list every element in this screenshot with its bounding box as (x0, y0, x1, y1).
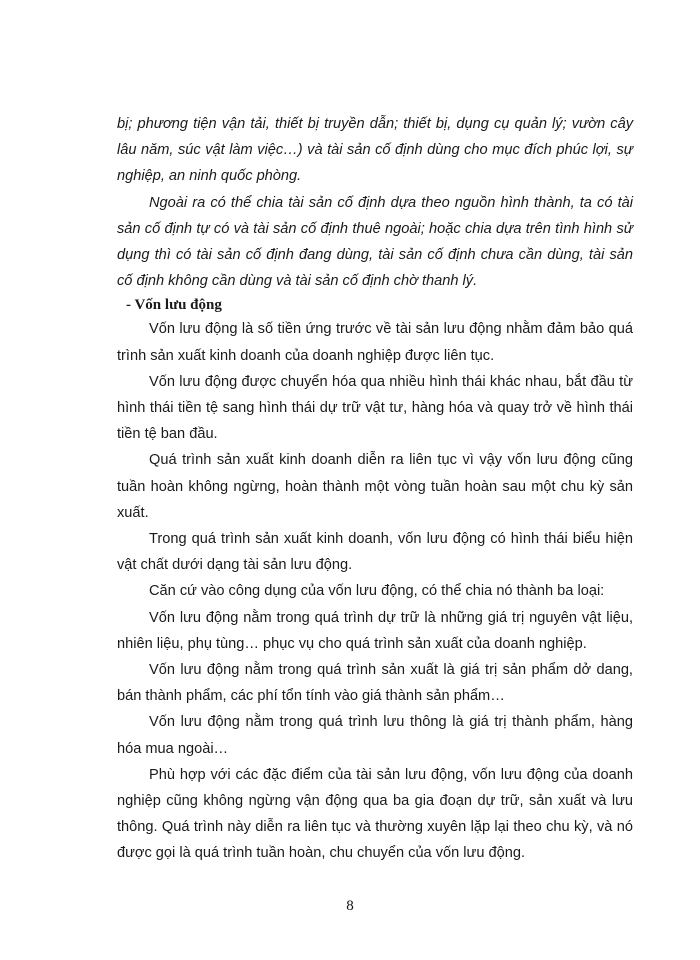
paragraph-transformation: Vốn lưu động được chuyển hóa qua nhiều hình thái khác nhau, bắt đầu từ hình thái tiền tệ sang hình thái dự trữ vật tư, hàng hóa và quay trở về hình thái tiền tệ ban đầu. (117, 373, 633, 443)
paragraph-fixed-assets-classification: Ngoài ra có thể chia tài sản cố định dựa theo nguồn hình thành, ta có tài sản cố định tự có và tài sản cố định thuê ngoài; hoặc chia dựa trên tình hình sử dụng thì có tài sản cố định đang dùng, tài sản cố định chưa cần dùng, tài sản cố định không cần dùng và tài sản cố định chờ thanh lý. (117, 194, 633, 290)
paragraph-three-types: Căn cứ vào công dụng của vốn lưu động, có thể chia nó thành ba loại: (149, 583, 605, 600)
paragraph-reserve-stage: Vốn lưu động nằm trong quá trình dự trữ là những giá trị nguyên vật liệu, nhiên liệu, phụ tùng… phục vụ cho quá trình sản xuất của doanh nghiệp. (117, 609, 633, 652)
paragraph-fixed-assets-continuation: bị; phương tiện vận tải, thiết bị truyền dẫn; thiết bị, dụng cụ quản lý; vườn cây lâu năm, súc vật làm việc…) và tài sản cố định dùng cho mục đích phúc lợi, sự nghiệp, an ninh quốc phòng. (117, 116, 633, 185)
paragraph-circulation: Quá trình sản xuất kinh doanh diễn ra liên tục vì vậy vốn lưu động cũng tuần hoàn không ngừng, hoàn thành một vòng tuần hoàn sau một chu kỳ sản xuất. (117, 452, 633, 521)
paragraph-production-stage: Vốn lưu động nằm trong quá trình sản xuất là giá trị sản phẩm dở dang, bán thành phẩm, các phí tổn tính vào giá thành sản phẩm… (117, 662, 633, 705)
page-number: 8 (346, 898, 354, 914)
paragraph-material-form: Trong quá trình sản xuất kinh doanh, vốn lưu động có hình thái biểu hiện vật chất dưới dạng tài sản lưu động. (117, 531, 633, 574)
document-page (117, 111, 633, 867)
paragraph-cycle-summary: Phù hợp với các đặc điểm của tài sản lưu động, vốn lưu động của doanh nghiệp cũng không ngừng vận động qua ba gia đoạn dự trữ, sản xuất và lưu thông. Quá trình này diễn ra liên tục và thường xuyên lặp lại theo chu kỳ, và nó được gọi là quá trình tuần hoàn, chu chuyển của vốn lưu động. (117, 766, 633, 862)
section-heading-working-capital: - Vốn lưu động (126, 297, 222, 314)
paragraph-circulation-stage: Vốn lưu động nằm trong quá trình lưu thông là giá trị thành phẩm, hàng hóa mua ngoài… (117, 714, 633, 757)
paragraph-definition: Vốn lưu động là số tiền ứng trước về tài sản lưu động nhằm đảm bảo quá trình sản xuất kinh doanh của doanh nghiệp được liên tục. (117, 321, 633, 364)
